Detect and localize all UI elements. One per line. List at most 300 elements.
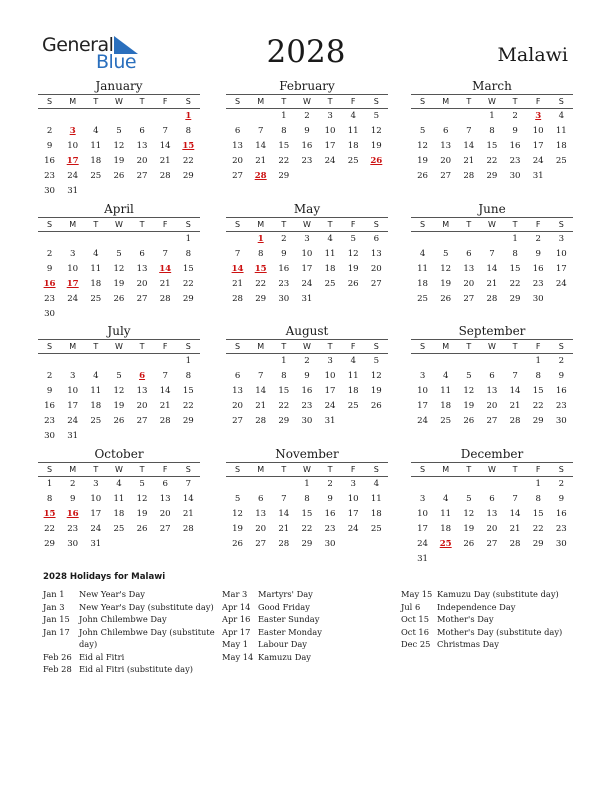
date-cell: 12: [463, 386, 475, 396]
date-cell: 6: [442, 126, 449, 136]
weekday-label: T: [139, 220, 145, 229]
date-cell: 10: [324, 371, 336, 381]
date-cell: 12: [232, 509, 244, 519]
date-cell: 31: [532, 171, 544, 181]
weekday-label: S: [420, 465, 426, 474]
date-cell: 8: [304, 494, 310, 504]
weekday-label: W: [487, 465, 496, 474]
holiday-item: [222, 601, 322, 614]
holiday-date: Oct 15: [401, 614, 429, 624]
weekday-label: S: [373, 220, 379, 229]
date-cell: 8: [281, 371, 287, 381]
weekday-label: S: [373, 97, 379, 106]
week-row: [38, 262, 200, 277]
date-cell: 11: [440, 509, 452, 519]
date-cell: 14: [255, 386, 267, 396]
week-row: [226, 277, 388, 292]
holiday-item: [222, 638, 322, 651]
week-row: [38, 537, 200, 552]
holiday-name: Good Friday: [258, 601, 310, 612]
weekday-label: T: [466, 220, 472, 229]
date-cell: 19: [440, 279, 452, 289]
week-row: [411, 552, 573, 567]
month-calendar: [411, 446, 573, 567]
date-cell: 25: [90, 294, 102, 304]
weekday-label: T: [139, 465, 145, 474]
month-calendar: [226, 446, 388, 552]
date-cell: 11: [440, 386, 452, 396]
date-cell: 15: [278, 141, 290, 151]
date-cell: 20: [136, 279, 148, 289]
holiday-date: Jul 6: [401, 601, 421, 612]
week-row: [411, 399, 573, 414]
empty-cell: [107, 232, 130, 247]
week-row: [38, 477, 200, 492]
date-cell: 17: [555, 264, 567, 274]
holiday-list-title: 2028 Holidays for Malawi: [43, 572, 166, 582]
date-cell: 4: [116, 479, 122, 489]
date-cell: 21: [486, 279, 498, 289]
empty-cell: [61, 232, 84, 247]
date-cell: 25: [113, 524, 125, 534]
weekday-label: M: [69, 342, 77, 351]
empty-cell: [154, 429, 177, 444]
date-cell: 8: [281, 126, 287, 136]
date-cell: 7: [281, 494, 287, 504]
empty-cell: [342, 169, 365, 184]
date-cell: 24: [555, 279, 567, 289]
date-cell: 23: [555, 524, 567, 534]
date-cell: 2: [281, 234, 287, 244]
week-row: [226, 414, 388, 429]
month-calendar: [38, 201, 200, 322]
empty-cell: [504, 552, 527, 567]
date-cell: 17: [347, 509, 359, 519]
weekday-label: S: [235, 97, 241, 106]
week-row: [226, 232, 388, 247]
weekday-label: M: [442, 342, 450, 351]
empty-cell: [434, 552, 457, 567]
date-cell: 5: [373, 111, 380, 121]
week-row: [411, 247, 573, 262]
holiday-name: day): [79, 639, 98, 649]
holiday-name: Martyrs' Day: [258, 589, 313, 599]
holiday-item: [43, 601, 215, 614]
date-cell: 7: [257, 371, 264, 381]
month-name: June: [478, 202, 506, 216]
weekday-label: T: [139, 97, 145, 106]
date-cell: 23: [532, 279, 544, 289]
empty-cell: [226, 477, 249, 492]
holiday-date-cell: 14: [231, 264, 244, 274]
date-cell: 31: [417, 554, 429, 564]
weekday-label: W: [487, 342, 496, 351]
date-cell: 1: [281, 356, 287, 366]
date-cell: 31: [324, 416, 336, 426]
date-cell: 5: [116, 249, 122, 259]
date-cell: 17: [324, 141, 336, 151]
weekday-label: F: [350, 97, 356, 106]
date-cell: 10: [90, 494, 102, 504]
empty-cell: [411, 232, 434, 247]
date-cell: 18: [347, 141, 359, 151]
weekday-label: T: [281, 220, 287, 229]
holiday-date: Feb 26: [43, 651, 72, 662]
date-cell: 21: [159, 279, 171, 289]
holiday-item: [43, 663, 215, 676]
date-cell: 26: [113, 171, 125, 181]
date-cell: 13: [255, 509, 267, 519]
holiday-date-cell: 16: [66, 509, 79, 519]
weekday-header: [411, 462, 573, 477]
weekday-label: W: [114, 97, 123, 106]
date-cell: 2: [304, 111, 310, 121]
weekday-label: S: [235, 220, 241, 229]
holiday-date-cell: 3: [535, 111, 542, 121]
holiday-item: [401, 626, 562, 639]
empty-cell: [411, 477, 434, 492]
date-cell: 1: [535, 479, 541, 489]
date-cell: 29: [182, 171, 194, 181]
date-cell: 13: [136, 386, 148, 396]
week-row: [38, 399, 200, 414]
empty-cell: [84, 429, 107, 444]
week-row: [226, 369, 388, 384]
holiday-name: New Year's Day: [79, 589, 145, 599]
date-cell: 19: [347, 264, 359, 274]
date-cell: 26: [440, 294, 452, 304]
weekday-label: M: [442, 465, 450, 474]
date-cell: 27: [136, 171, 148, 181]
date-cell: 12: [440, 264, 452, 274]
date-cell: 6: [234, 126, 241, 136]
date-cell: 7: [162, 249, 168, 259]
date-cell: 8: [185, 371, 192, 381]
date-cell: 11: [90, 264, 102, 274]
date-cell: 16: [509, 141, 521, 151]
date-cell: 2: [69, 479, 76, 489]
date-cell: 27: [232, 416, 244, 426]
holiday-date-cell: 15: [254, 264, 267, 274]
date-cell: 10: [67, 141, 79, 151]
holiday-date: Apr 17: [222, 626, 251, 637]
date-cell: 21: [159, 156, 171, 166]
page-header: [0, 0, 612, 78]
date-cell: 26: [113, 416, 125, 426]
week-row: [38, 507, 200, 522]
month-name: May: [293, 202, 321, 216]
date-cell: 20: [232, 401, 244, 411]
weekday-label: F: [162, 220, 168, 229]
week-row: [226, 354, 388, 369]
date-cell: 11: [347, 371, 359, 381]
weekday-label: M: [257, 342, 265, 351]
date-cell: 27: [255, 539, 267, 549]
date-cell: 8: [185, 249, 192, 259]
empty-cell: [319, 169, 342, 184]
date-cell: 4: [93, 371, 99, 381]
weekday-label: S: [47, 465, 53, 474]
holiday-name: Mother's Day: [437, 614, 494, 624]
date-cell: 14: [182, 494, 194, 504]
date-cell: 24: [417, 539, 429, 549]
empty-cell: [84, 184, 107, 199]
date-cell: 21: [278, 524, 290, 534]
weekday-label: S: [558, 342, 564, 351]
week-row: [38, 307, 200, 322]
date-cell: 9: [304, 371, 310, 381]
date-cell: 2: [46, 126, 53, 136]
date-cell: 17: [324, 386, 336, 396]
date-cell: 20: [486, 401, 498, 411]
weekday-label: W: [114, 465, 123, 474]
date-cell: 13: [440, 141, 452, 151]
week-row: [38, 184, 200, 199]
date-cell: 7: [162, 126, 168, 136]
weekday-label: M: [69, 97, 77, 106]
empty-cell: [550, 552, 573, 567]
date-cell: 29: [532, 416, 544, 426]
week-row: [38, 492, 200, 507]
date-cell: 22: [486, 156, 498, 166]
empty-cell: [107, 354, 130, 369]
date-cell: 25: [324, 279, 336, 289]
date-cell: 25: [555, 156, 567, 166]
date-cell: 3: [69, 371, 76, 381]
date-cell: 27: [486, 416, 498, 426]
date-cell: 4: [373, 479, 380, 489]
date-cell: 10: [67, 386, 79, 396]
date-cell: 29: [509, 294, 521, 304]
holiday-item: [43, 613, 215, 626]
date-cell: 26: [417, 171, 429, 181]
week-row: [411, 522, 573, 537]
date-cell: 31: [301, 294, 313, 304]
holiday-date-cell: 25: [439, 539, 452, 549]
date-cell: 9: [512, 126, 518, 136]
date-cell: 21: [509, 524, 521, 534]
holiday-date-cell: 6: [139, 371, 146, 381]
date-cell: 1: [489, 111, 495, 121]
date-cell: 11: [90, 386, 102, 396]
date-cell: 31: [67, 186, 79, 196]
empty-cell: [504, 477, 527, 492]
weekday-label: S: [420, 97, 426, 106]
date-cell: 1: [512, 234, 518, 244]
date-cell: 9: [535, 249, 541, 259]
date-cell: 10: [347, 494, 359, 504]
holiday-item: [43, 651, 215, 664]
date-cell: 7: [512, 494, 518, 504]
weekday-label: S: [373, 465, 379, 474]
weekday-label: M: [442, 97, 450, 106]
weekday-label: W: [302, 465, 311, 474]
date-cell: 15: [532, 509, 544, 519]
date-cell: 4: [350, 111, 356, 121]
weekday-label: S: [558, 465, 564, 474]
weekday-label: F: [535, 465, 541, 474]
date-cell: 30: [555, 416, 567, 426]
date-cell: 7: [185, 479, 192, 489]
date-cell: 27: [136, 416, 148, 426]
date-cell: 21: [159, 401, 171, 411]
holiday-date: Jan 3: [43, 601, 65, 612]
date-cell: 3: [419, 494, 426, 504]
date-cell: 13: [136, 141, 148, 151]
weekday-label: F: [162, 465, 168, 474]
date-cell: 16: [301, 141, 313, 151]
empty-cell: [504, 354, 527, 369]
holiday-name: Kamuzu Day: [258, 651, 311, 662]
empty-cell: [38, 354, 61, 369]
date-cell: 24: [67, 416, 79, 426]
date-cell: 24: [532, 156, 544, 166]
month-calendar: [38, 446, 200, 552]
date-cell: 24: [67, 294, 79, 304]
date-cell: 28: [278, 539, 290, 549]
date-cell: 4: [93, 126, 99, 136]
date-cell: 4: [93, 249, 99, 259]
empty-cell: [480, 552, 503, 567]
holiday-name: Kamuzu Day (substitute day): [437, 589, 559, 599]
date-cell: 22: [509, 279, 521, 289]
weekday-label: M: [442, 220, 450, 229]
weekday-label: T: [512, 220, 518, 229]
date-cell: 4: [327, 234, 333, 244]
empty-cell: [154, 354, 177, 369]
month-name: January: [95, 79, 143, 93]
weekday-label: S: [185, 220, 191, 229]
empty-cell: [84, 109, 107, 124]
date-cell: 6: [257, 494, 264, 504]
date-cell: 11: [555, 126, 567, 136]
date-cell: 6: [139, 249, 145, 259]
date-cell: 22: [278, 156, 290, 166]
date-cell: 8: [46, 494, 53, 504]
empty-cell: [411, 354, 434, 369]
date-cell: 20: [440, 156, 452, 166]
weekday-label: T: [466, 97, 472, 106]
date-cell: 9: [46, 141, 53, 151]
weekday-label: S: [235, 465, 241, 474]
weekday-label: T: [512, 342, 518, 351]
date-cell: 16: [44, 401, 56, 411]
month-name: February: [279, 79, 335, 93]
date-cell: 5: [442, 249, 449, 259]
month-calendar: [226, 323, 388, 429]
week-row: [411, 507, 573, 522]
date-cell: 28: [509, 539, 521, 549]
date-cell: 18: [440, 401, 452, 411]
holiday-item: [401, 638, 562, 651]
date-cell: 29: [278, 171, 290, 181]
date-cell: 8: [512, 249, 518, 259]
date-cell: 26: [113, 294, 125, 304]
date-cell: 9: [304, 126, 310, 136]
date-cell: 12: [113, 386, 125, 396]
date-cell: 5: [466, 371, 472, 381]
holiday-date: Jan 1: [43, 589, 65, 599]
date-cell: 31: [90, 539, 102, 549]
date-cell: 20: [136, 156, 148, 166]
date-cell: 9: [558, 371, 565, 381]
weekday-label: M: [257, 220, 265, 229]
date-cell: 12: [370, 126, 382, 136]
date-cell: 28: [255, 416, 267, 426]
weekday-label: M: [69, 465, 77, 474]
week-row: [38, 354, 200, 369]
date-cell: 26: [232, 539, 244, 549]
page-title-year: 2028: [266, 34, 346, 70]
date-cell: 11: [90, 141, 102, 151]
date-cell: 14: [159, 386, 171, 396]
date-cell: 13: [232, 141, 244, 151]
date-cell: 16: [44, 156, 56, 166]
date-cell: 12: [347, 249, 359, 259]
holiday-name: Christmas Day: [437, 639, 499, 649]
date-cell: 15: [182, 264, 194, 274]
empty-cell: [177, 429, 200, 444]
date-cell: 8: [535, 371, 541, 381]
empty-cell: [480, 477, 503, 492]
month-name: July: [107, 324, 131, 338]
week-row: [226, 507, 388, 522]
date-cell: 28: [463, 171, 475, 181]
weekday-label: F: [162, 342, 168, 351]
holiday-date: Mar 3: [222, 589, 248, 599]
date-cell: 13: [232, 386, 244, 396]
date-cell: 3: [350, 479, 356, 489]
date-cell: 25: [347, 401, 359, 411]
date-cell: 8: [489, 126, 495, 136]
date-cell: 28: [486, 294, 498, 304]
weekday-label: F: [535, 220, 541, 229]
empty-cell: [154, 109, 177, 124]
date-cell: 6: [162, 479, 168, 489]
holiday-item: [222, 626, 322, 639]
date-cell: 19: [463, 401, 475, 411]
week-row: [411, 492, 573, 507]
date-cell: 19: [113, 401, 125, 411]
weekday-label: T: [93, 342, 99, 351]
week-row: [38, 277, 200, 292]
date-cell: 23: [301, 401, 313, 411]
empty-cell: [457, 232, 480, 247]
date-cell: 23: [44, 294, 56, 304]
date-cell: 30: [67, 539, 79, 549]
date-cell: 14: [255, 141, 267, 151]
date-cell: 21: [232, 279, 244, 289]
date-cell: 12: [370, 371, 382, 381]
date-cell: 16: [532, 264, 544, 274]
empty-cell: [480, 232, 503, 247]
date-cell: 11: [113, 494, 125, 504]
week-row: [411, 109, 573, 124]
date-cell: 28: [159, 416, 171, 426]
date-cell: 5: [350, 234, 356, 244]
date-cell: 19: [136, 509, 148, 519]
holiday-name: Eid al Fitri (substitute day): [79, 664, 194, 674]
empty-cell: [319, 292, 342, 307]
empty-cell: [61, 109, 84, 124]
date-cell: 28: [232, 294, 244, 304]
date-cell: 29: [44, 539, 56, 549]
date-cell: 15: [182, 386, 194, 396]
date-cell: 22: [182, 156, 194, 166]
weekday-label: S: [558, 220, 564, 229]
date-cell: 30: [555, 539, 567, 549]
date-cell: 28: [159, 171, 171, 181]
